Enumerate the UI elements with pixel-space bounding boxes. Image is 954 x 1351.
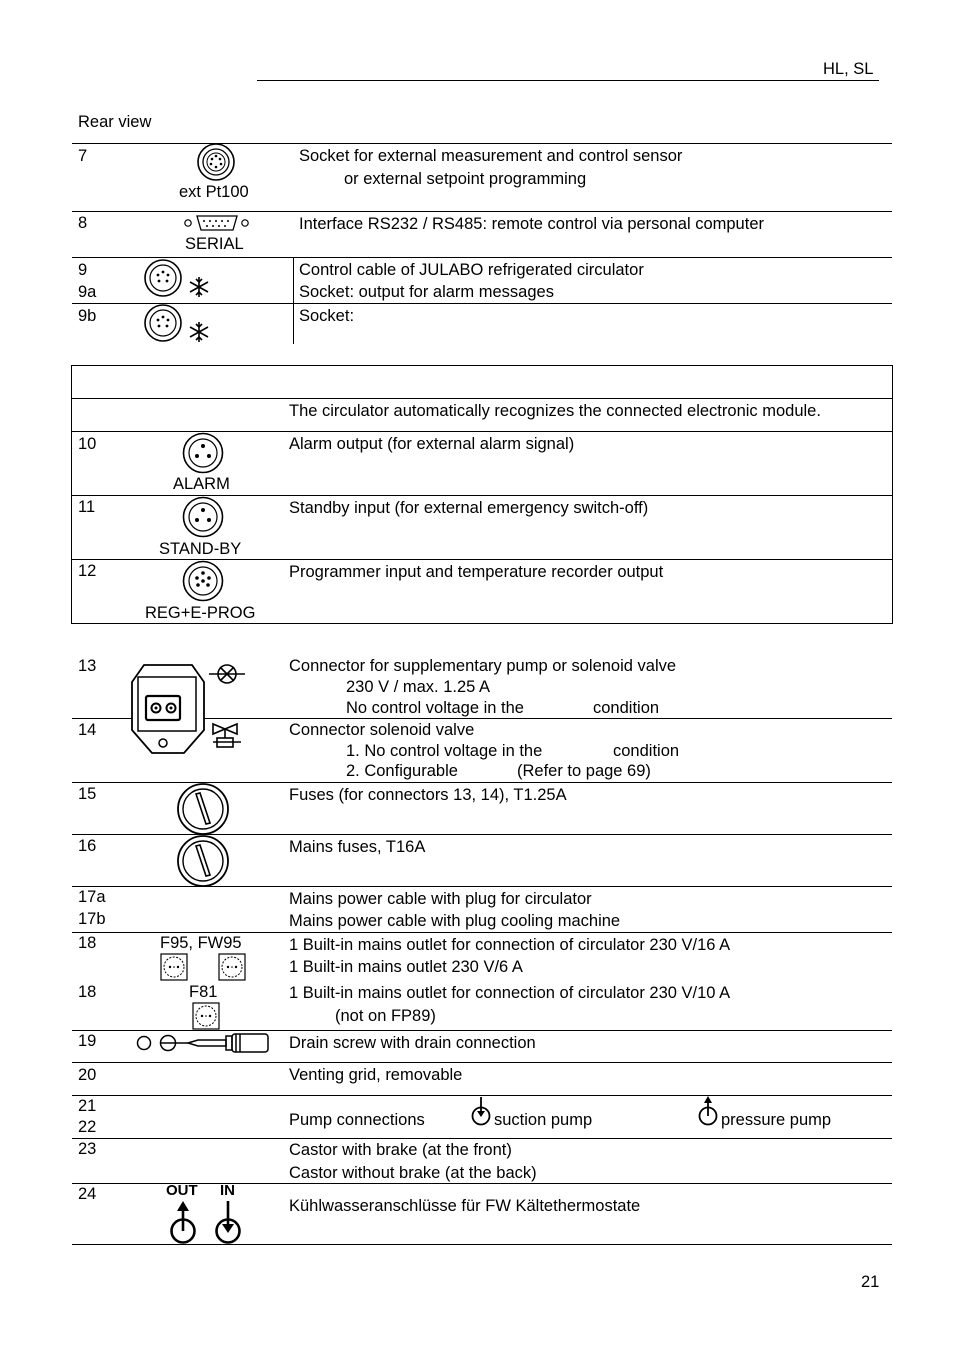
description: suction pump bbox=[494, 1111, 593, 1129]
standby-input-icon bbox=[182, 496, 226, 538]
row-number: 15 bbox=[78, 785, 97, 803]
divider bbox=[72, 143, 892, 144]
divider bbox=[72, 257, 892, 258]
description: Pump connections bbox=[289, 1111, 425, 1129]
mains-outlet-icon bbox=[160, 953, 188, 981]
description: Standby input (for external emergency switch-off) bbox=[289, 499, 649, 517]
row-number: 19 bbox=[78, 1032, 97, 1050]
description: pressure pump bbox=[721, 1111, 832, 1129]
solenoid-valve-icon bbox=[209, 722, 245, 750]
cooling-water-out-icon bbox=[168, 1200, 198, 1245]
row-number: 11 bbox=[78, 498, 96, 516]
description: Control cable of JULABO refrigerated circulator bbox=[299, 261, 644, 279]
row-number: 10 bbox=[78, 435, 97, 453]
row-number: 17a bbox=[78, 888, 106, 906]
description: Mains power cable with plug for circulator bbox=[289, 890, 592, 908]
divider bbox=[293, 257, 294, 344]
description: Mains fuses, T16A bbox=[289, 838, 426, 856]
section-title: Rear view bbox=[78, 113, 152, 131]
pressure-pump-icon bbox=[697, 1095, 719, 1127]
header-model: HL, SL bbox=[823, 60, 874, 78]
description: condition bbox=[593, 699, 660, 717]
programmer-input-icon bbox=[182, 560, 226, 602]
row-number: 18 bbox=[78, 983, 97, 1001]
description: 1. No control voltage in the bbox=[346, 742, 543, 760]
description: Kühlwasseranschlüsse für FW Kältethermostate bbox=[289, 1197, 641, 1215]
suction-pump-icon bbox=[470, 1095, 492, 1127]
description: Alarm output (for external alarm signal) bbox=[289, 435, 575, 453]
icon-label: STAND-BY bbox=[159, 540, 242, 558]
divider bbox=[71, 398, 893, 399]
description: 1 Built-in mains outlet for connection of circulator 230 V/10 A bbox=[289, 984, 731, 1002]
description: Connector for supplementary pump or solenoid valve bbox=[289, 657, 677, 675]
icon-label: REG+E-PROG bbox=[145, 604, 256, 622]
out-label: OUT bbox=[166, 1182, 198, 1199]
description: Venting grid, removable bbox=[289, 1066, 463, 1084]
description: 230 V / max. 1.25 A bbox=[346, 678, 491, 696]
row-number: 20 bbox=[78, 1066, 97, 1084]
description: Programmer input and temperature recorder output bbox=[289, 563, 664, 581]
row-number: 17b bbox=[78, 910, 106, 928]
row-number: 12 bbox=[78, 562, 97, 580]
mains-outlet-icon bbox=[218, 953, 246, 981]
row-number: 9 bbox=[78, 261, 88, 279]
row-number: 16 bbox=[78, 837, 97, 855]
description: Socket: bbox=[299, 307, 355, 325]
snowflake-icon bbox=[188, 276, 210, 298]
mains-outlet-icon bbox=[192, 1002, 220, 1030]
description: Fuses (for connectors 13, 14), T1.25A bbox=[289, 786, 567, 804]
row-number: 21 bbox=[78, 1097, 97, 1115]
row-number: 8 bbox=[78, 214, 88, 232]
description: 2. Configurable bbox=[346, 762, 458, 780]
description: Drain screw with drain connection bbox=[289, 1034, 536, 1052]
divider bbox=[72, 303, 892, 304]
description: Socket for external measurement and control sensor bbox=[299, 147, 683, 165]
divider bbox=[72, 211, 892, 212]
row-number: 13 bbox=[78, 657, 97, 675]
ext-pt100-socket-icon bbox=[196, 143, 236, 183]
row-number: 23 bbox=[78, 1140, 97, 1158]
serial-port-icon bbox=[182, 213, 252, 233]
snowflake-icon bbox=[188, 321, 210, 343]
description: or external setpoint programming bbox=[344, 170, 587, 188]
icon-label: F95, FW95 bbox=[160, 934, 242, 952]
row-number: 9a bbox=[78, 283, 97, 301]
icon-label: ext Pt100 bbox=[179, 183, 249, 201]
in-label: IN bbox=[220, 1182, 235, 1199]
divider bbox=[72, 932, 892, 933]
description: (not on FP89) bbox=[335, 1007, 436, 1025]
pump-symbol-icon bbox=[208, 661, 246, 687]
fuse-holder-icon bbox=[177, 783, 231, 835]
row-number: 9b bbox=[78, 307, 97, 325]
mains-fuse-icon bbox=[177, 835, 231, 887]
row-number: 14 bbox=[78, 721, 97, 739]
header-rule bbox=[257, 80, 879, 81]
icon-label: ALARM bbox=[173, 475, 230, 493]
icon-label: F81 bbox=[189, 983, 218, 1001]
connector-socket-icon bbox=[130, 662, 206, 756]
alarm-output-icon bbox=[182, 432, 226, 474]
description: (Refer to page 69) bbox=[517, 762, 651, 780]
description: condition bbox=[613, 742, 680, 760]
alarm-socket-icon bbox=[144, 304, 184, 344]
row-number: 24 bbox=[78, 1185, 97, 1203]
description: 1 Built-in mains outlet for connection of circulator 230 V/16 A bbox=[289, 936, 731, 954]
cooling-water-in-icon bbox=[213, 1200, 243, 1245]
drain-screw-icon bbox=[136, 1032, 270, 1054]
divider bbox=[72, 1030, 892, 1031]
description: 1 Built-in mains outlet 230 V/6 A bbox=[289, 958, 523, 976]
row-number: 18 bbox=[78, 934, 97, 952]
description: Connector solenoid valve bbox=[289, 721, 475, 739]
page-number: 21 bbox=[861, 1273, 880, 1291]
description: Castor with brake (at the front) bbox=[289, 1141, 512, 1159]
description: Interface RS232 / RS485: remote control via personal computer bbox=[299, 215, 764, 233]
module-note: The circulator automatically recognizes the connected electronic module. bbox=[289, 402, 821, 420]
row-number: 22 bbox=[78, 1118, 97, 1136]
icon-label: SERIAL bbox=[185, 235, 244, 253]
refrigeration-socket-icon bbox=[144, 259, 184, 299]
description: No control voltage in the bbox=[346, 699, 524, 717]
divider bbox=[72, 1062, 892, 1063]
description: Mains power cable with plug cooling machine bbox=[289, 912, 621, 930]
description: Socket: output for alarm messages bbox=[299, 283, 554, 301]
divider bbox=[72, 1138, 892, 1139]
row-number: 7 bbox=[78, 147, 88, 165]
description: Castor without brake (at the back) bbox=[289, 1164, 537, 1182]
